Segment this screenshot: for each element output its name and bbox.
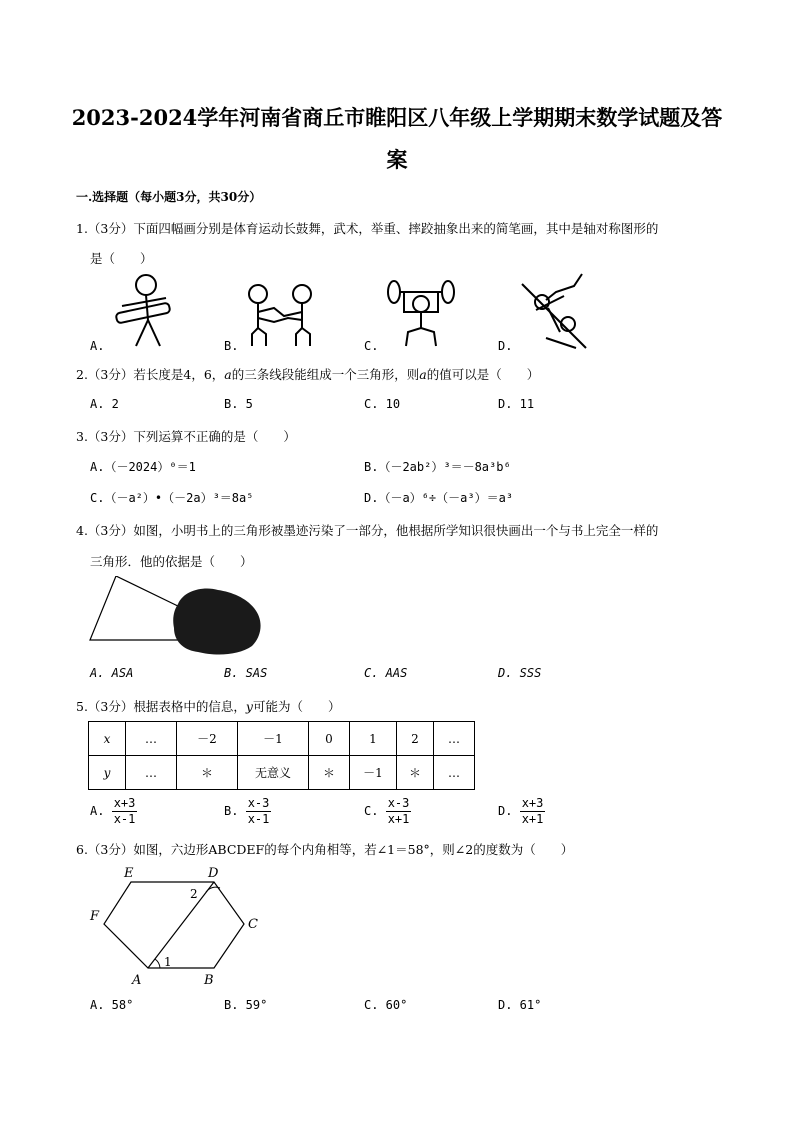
q3-option-b[interactable]: B.（－2ab²）³＝－8a³b⁶ — [364, 460, 511, 474]
q5-option-b-label: B. — [224, 804, 239, 818]
hexagon-label-d: D — [208, 866, 219, 881]
q2-text-mid: 的三条线段能组成一个三角形，则 — [231, 367, 420, 382]
table-cell: … — [434, 756, 475, 790]
q3-option-d[interactable]: D.（－a）⁶÷（－a³）＝a³ — [364, 491, 514, 505]
question-1-line2: 是（ ） — [90, 251, 153, 266]
table-cell: ＊ — [397, 756, 434, 790]
q4-option-b-text: B. SAS — [224, 666, 268, 680]
q2-option-c[interactable]: C. 10 — [364, 397, 401, 411]
table-cell: ＊ — [309, 756, 350, 790]
q4-option-b[interactable] — [224, 666, 267, 680]
question-5 — [76, 697, 340, 715]
q2-option-d[interactable]: D. 11 — [498, 397, 535, 411]
fraction-denominator: x+1 — [521, 812, 544, 826]
q5-option-b[interactable] — [224, 796, 271, 827]
q1-figure-b-martial-arts — [244, 282, 324, 352]
table-cell: 1 — [350, 722, 397, 756]
question-3: 3.（3分）下列运算不正确的是（ ） — [76, 429, 296, 444]
hexagon-label-a: A — [132, 973, 142, 988]
angle-2-label: 2 — [190, 887, 198, 901]
fraction-numerator: x+3 — [113, 796, 136, 810]
q4-ink-stained-triangle — [86, 576, 272, 658]
q6-option-b[interactable]: B. 59° — [224, 998, 268, 1012]
q5-text-pre: 5.（3分）根据表格中的信息， — [76, 699, 246, 714]
q2-text-post: 的值可以是（ ） — [426, 367, 540, 382]
q1-figure-d-wrestling — [516, 270, 594, 354]
table-cell: 0 — [309, 722, 350, 756]
fraction-denominator: x-1 — [113, 812, 136, 826]
q6-option-d[interactable]: D. 61° — [498, 998, 542, 1012]
q5-var-y: y — [245, 699, 253, 714]
table-cell: ＊ — [177, 756, 238, 790]
q5-option-a[interactable] — [90, 796, 137, 827]
question-2 — [76, 365, 539, 383]
q5-option-c[interactable] — [364, 796, 411, 827]
fraction-denominator: x-1 — [247, 812, 270, 826]
fraction-numerator: x+3 — [521, 796, 544, 810]
q5-option-d-fraction — [520, 796, 546, 827]
fraction-numerator: x-3 — [387, 796, 410, 810]
q5-option-c-fraction — [386, 796, 412, 827]
q5-value-table — [88, 721, 475, 790]
q5-option-a-fraction — [112, 796, 138, 827]
q4-option-c-text: C. AAS — [364, 666, 408, 680]
angle-1-label: 1 — [164, 955, 172, 969]
q6-option-c[interactable]: C. 60° — [364, 998, 408, 1012]
q5-option-c-label: C. — [364, 804, 379, 818]
q3-option-c[interactable]: C.（－a²）•（－2a）³＝8a⁵ — [90, 491, 254, 505]
table-cell: … — [126, 722, 177, 756]
q2-var-a: a — [224, 367, 232, 382]
fraction-denominator: x+1 — [387, 812, 410, 826]
fraction-numerator: x-3 — [247, 796, 270, 810]
q4-option-c[interactable] — [364, 666, 407, 680]
hexagon-label-e: E — [124, 866, 134, 881]
q1-figure-a-drum-dance — [110, 272, 190, 352]
q5-option-d[interactable] — [498, 796, 545, 827]
table-cell: 2 — [397, 722, 434, 756]
q2-var-a2: a — [419, 367, 427, 382]
table-cell: －1 — [350, 756, 397, 790]
q1-option-d[interactable]: D. — [498, 339, 513, 353]
q4-option-a[interactable] — [90, 666, 133, 680]
q5-option-d-label: D. — [498, 804, 513, 818]
q5-option-b-fraction — [246, 796, 272, 827]
q1-option-c[interactable]: C. — [364, 339, 379, 353]
q5-table-row-x — [89, 722, 475, 756]
hexagon-label-b: B — [204, 973, 214, 988]
question-6: 6.（3分）如图，六边形ABCDEF的每个内角相等，若∠1＝58°，则∠2的度数为（ ） — [76, 842, 574, 857]
document-title-line2: 案 — [386, 147, 408, 172]
q6-option-a[interactable]: A. 58° — [90, 998, 134, 1012]
table-cell: －2 — [177, 722, 238, 756]
q2-option-a[interactable]: A. 2 — [90, 397, 119, 411]
q3-option-a[interactable]: A.（－2024）⁰＝1 — [90, 460, 196, 474]
q1-option-a[interactable]: A. — [90, 339, 105, 353]
q2-option-b[interactable]: B. 5 — [224, 397, 253, 411]
q1-option-b[interactable]: B. — [224, 339, 239, 353]
table-cell: … — [434, 722, 475, 756]
q2-text-pre: 2.（3分）若长度是4，6， — [76, 367, 225, 382]
question-4-line2: 三角形．他的依据是（ ） — [90, 554, 253, 569]
q4-option-a-text: A. ASA — [90, 666, 134, 680]
document-title-line1: 2023-2024学年河南省商丘市睢阳区八年级上学期期末数学试题及答 — [71, 105, 723, 130]
q4-option-d[interactable] — [498, 666, 541, 680]
table-cell: 无意义 — [238, 756, 309, 790]
question-1-line1: 1.（3分）下面四幅画分别是体育运动长鼓舞，武术，举重、摔跤抽象出来的简笔画，其中是轴对称图形的 — [76, 221, 659, 236]
q5-table-row-y — [89, 756, 475, 790]
section-heading: 一.选择题（每小题3分，共30分） — [76, 190, 262, 204]
table-cell: x — [89, 722, 126, 756]
hexagon-label-f: F — [90, 909, 100, 924]
table-cell: －1 — [238, 722, 309, 756]
q4-option-d-text: D. SSS — [498, 666, 542, 680]
question-4-line1: 4.（3分）如图，小明书上的三角形被墨迹污染了一部分，他根据所学知识很快画出一个与书上完全一样的 — [76, 523, 659, 538]
hexagon-label-c: C — [248, 917, 258, 932]
q6-hexagon-figure — [86, 860, 266, 992]
q1-figure-c-weightlifting — [384, 278, 464, 350]
q5-text-post: 可能为（ ） — [252, 699, 341, 714]
table-cell: … — [126, 756, 177, 790]
q5-option-a-label: A. — [90, 804, 105, 818]
table-cell: y — [89, 756, 126, 790]
